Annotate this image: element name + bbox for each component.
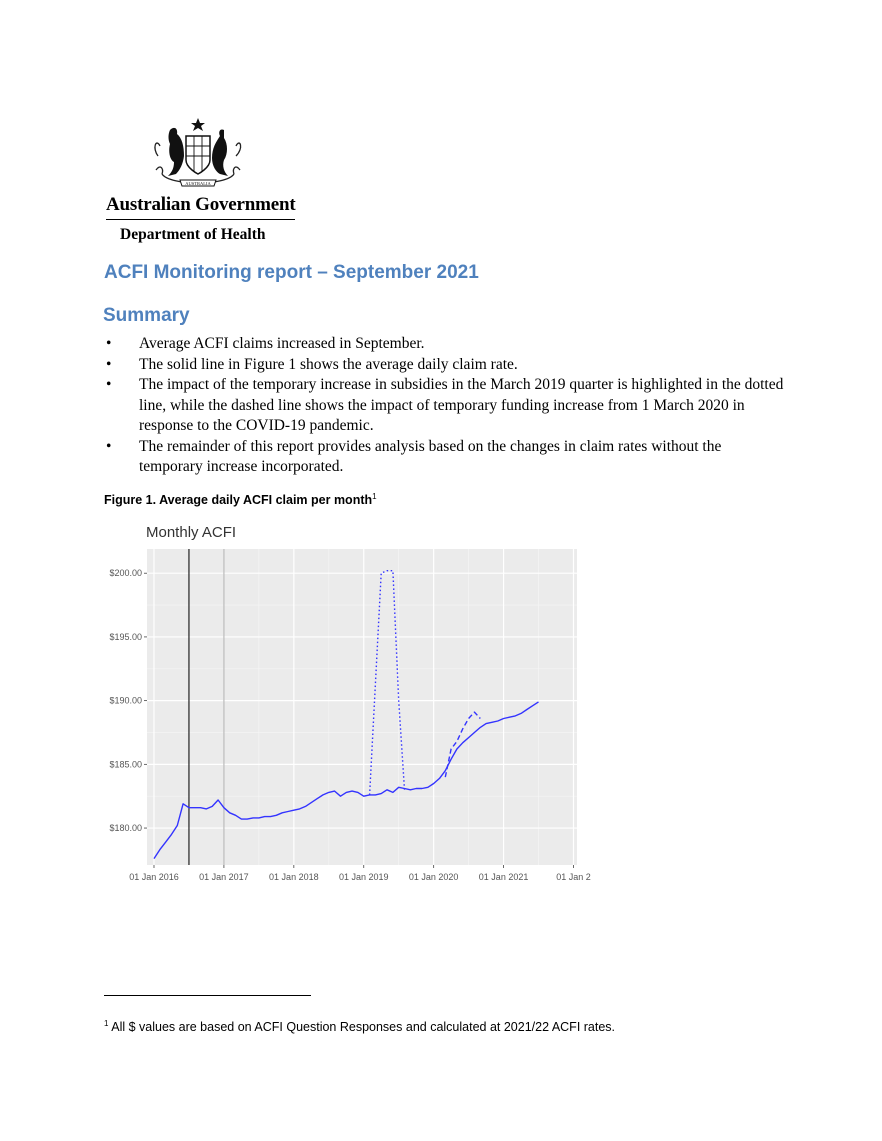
department-name: Department of Health bbox=[120, 226, 266, 243]
x-tick-label: 01 Jan 2 bbox=[556, 872, 591, 882]
footnote-reference: 1 bbox=[372, 492, 377, 501]
summary-bullet: • The impact of the temporary increase in subsidies in the March 2019 quarter is highlighted in the dotted line, while the dashed line shows the impact of temporary funding increase from 1 March 2020 in response to the COVID-19 pandemic. bbox=[104, 375, 784, 437]
summary-bullet: • The solid line in Figure 1 shows the average daily claim rate. bbox=[104, 355, 784, 376]
y-tick-label: $195.00 bbox=[109, 631, 142, 642]
summary-bullet: • Average ACFI claims increased in September. bbox=[104, 334, 784, 355]
footnote-mark: 1 bbox=[104, 1019, 109, 1028]
plot-panel bbox=[147, 549, 577, 865]
x-tick-label: 01 Jan 2017 bbox=[199, 872, 249, 882]
x-tick-label: 01 Jan 2019 bbox=[338, 872, 389, 882]
y-tick-label: $185.00 bbox=[109, 759, 142, 770]
footnote bbox=[104, 1019, 615, 1034]
chart-title: Monthly ACFI bbox=[146, 524, 237, 541]
summary-bullet: • The remainder of this report provides analysis based on the changes in claim rates without the temporary increase incorporated. bbox=[104, 437, 784, 478]
coat-of-arms-logo bbox=[150, 116, 246, 192]
x-tick-label: 01 Jan 2018 bbox=[269, 872, 319, 882]
y-tick-label: $180.00 bbox=[109, 823, 142, 834]
report-title: ACFI Monitoring report – September 2021 bbox=[104, 262, 479, 283]
svg-text:AUSTRALIA: AUSTRALIA bbox=[185, 181, 211, 186]
figure-caption bbox=[104, 492, 377, 507]
footnote-separator bbox=[104, 995, 311, 996]
logo-divider bbox=[106, 219, 295, 220]
organisation-name: Australian Government bbox=[106, 194, 296, 215]
footnote-text: All $ values are based on ACFI Question Responses and calculated at 2021/22 ACFI rates. bbox=[111, 1020, 616, 1035]
summary-bullet-list bbox=[104, 334, 784, 478]
figure-caption-text: Figure 1. Average daily ACFI claim per month bbox=[104, 493, 373, 508]
x-tick-label: 01 Jan 2016 bbox=[129, 872, 179, 882]
x-tick-label: 01 Jan 2021 bbox=[478, 872, 529, 882]
monthly-acfi-chart bbox=[100, 516, 591, 888]
summary-heading: Summary bbox=[103, 305, 190, 326]
y-tick-label: $200.00 bbox=[109, 568, 142, 579]
y-tick-label: $190.00 bbox=[109, 695, 142, 706]
x-tick-label: 01 Jan 2020 bbox=[408, 872, 459, 882]
